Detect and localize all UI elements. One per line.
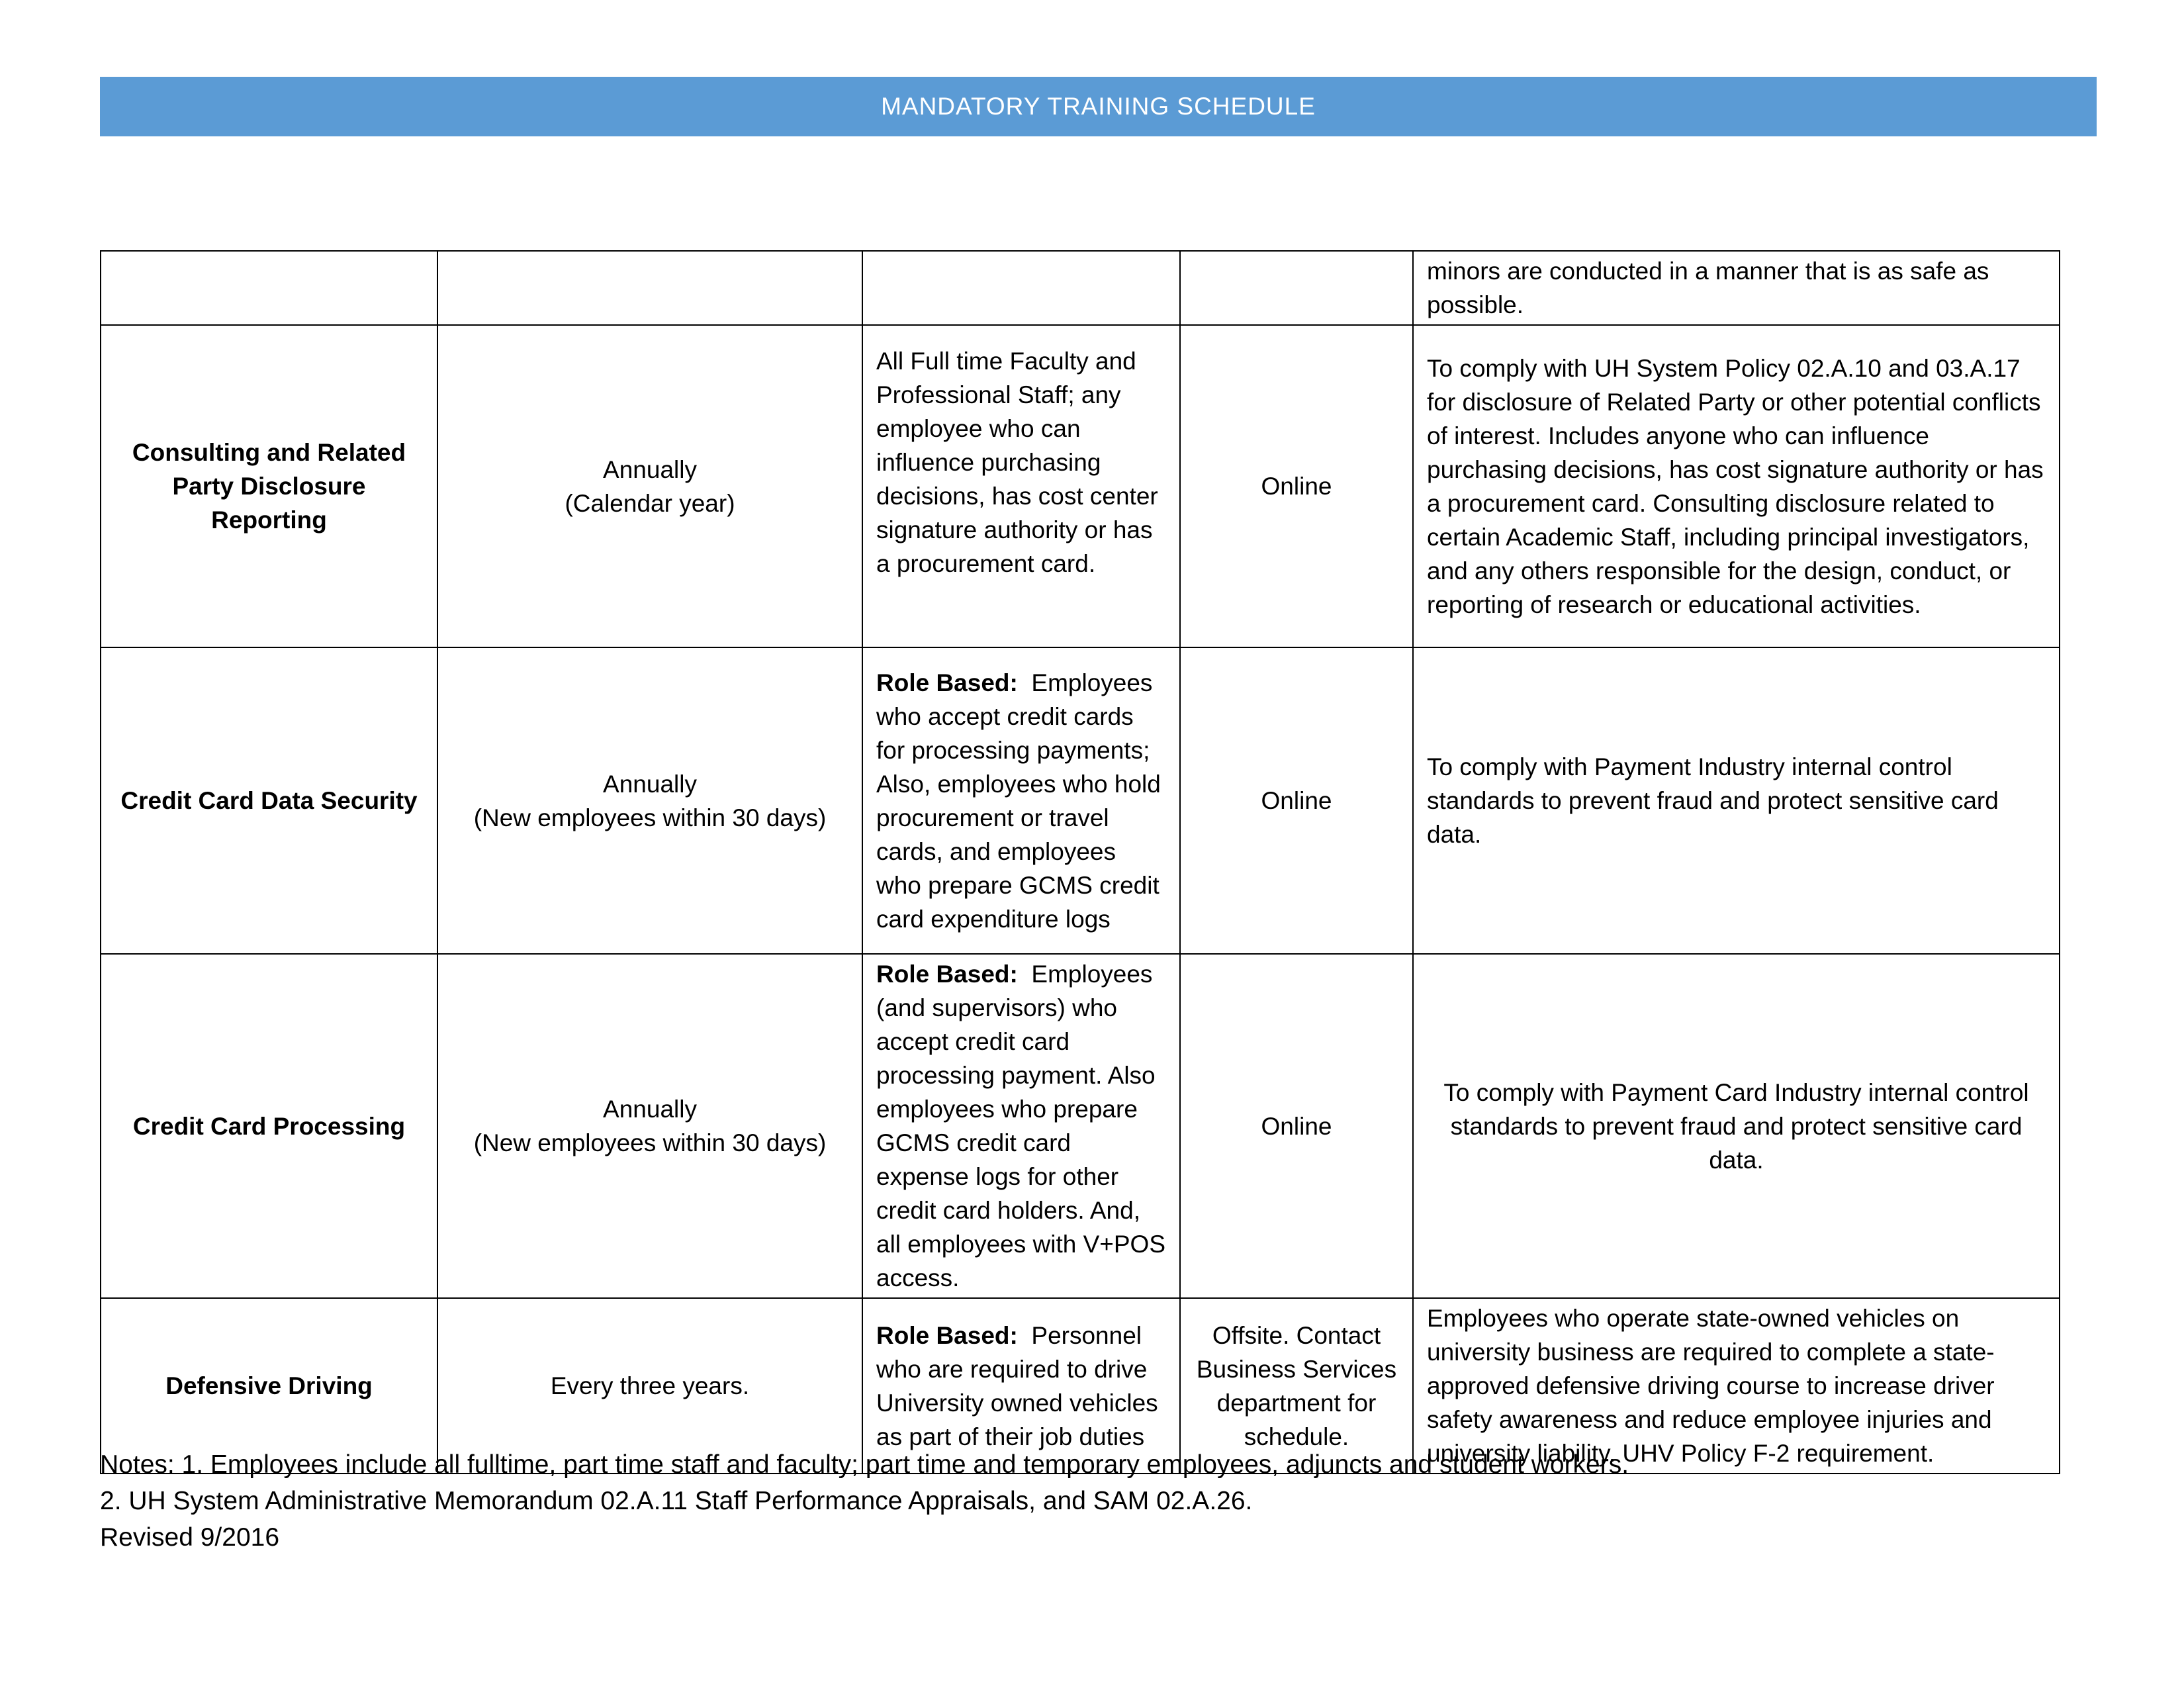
- frequency-text: Every three years.: [550, 1372, 750, 1399]
- note-line-2: 2. UH System Administrative Memorandum 02.A.11 Staff Performance Appraisals, and SAM 02.A.26.: [100, 1487, 1253, 1515]
- frequency-text: Annually: [603, 1096, 697, 1123]
- frequency-note: (New employees within 30 days): [473, 1129, 827, 1156]
- delivery-cell: Online: [1180, 325, 1413, 647]
- training-name-cell: Credit Card Processing: [101, 954, 437, 1298]
- frequency-text: Annually: [603, 770, 697, 798]
- purpose-cell: To comply with Payment Card Industry internal control standards to prevent fraud and protect sensitive card data.: [1413, 954, 2060, 1298]
- page-title-banner: [100, 77, 2097, 136]
- frequency-text: Annually: [603, 455, 697, 483]
- training-schedule-table: [100, 250, 2060, 1474]
- purpose-cell: Employees who operate state-owned vehicles on university business are required to complete a state-approved defensive driving course to increase driver safety awareness and reduce employee injuries and university liability. UHV Policy F-2 requirement.: [1413, 1298, 2060, 1474]
- audience-cell: [862, 325, 1180, 647]
- frequency-note: (New employees within 30 days): [473, 804, 827, 831]
- purpose-cell: minors are conducted in a manner that is as safe as possible.: [1413, 251, 2060, 325]
- training-name-cell: Credit Card Data Security: [101, 647, 437, 954]
- purpose-cell: To comply with UH System Policy 02.A.10 and 03.A.17 for disclosure of Related Party or other potential conflicts of interest. Includes anyone who can influence purchasing decisions, has cost signature authority or has a procurement card. Consulting disclosure related to certain Academic Staff, including principal investigators, and any others responsible for the design, conduct, or reporting of research or educational activities.: [1413, 325, 2060, 647]
- notes-section: [100, 1446, 2085, 1556]
- role-based-label: Role Based:: [876, 961, 1018, 988]
- role-based-label: Role Based:: [876, 669, 1018, 696]
- audience-text: All Full time Faculty and Professional Staff; any employee who can influence purchasing decisions, has cost center signature authority or has a procurement card.: [876, 348, 1158, 577]
- frequency-cell: [437, 954, 862, 1298]
- table-row: [101, 954, 2060, 1298]
- role-based-label: Role Based:: [876, 1321, 1018, 1349]
- training-name-cell: Consulting and Related Party Disclosure Reporting: [101, 325, 437, 647]
- audience-cell: [862, 647, 1180, 954]
- page-title: MANDATORY TRAINING SCHEDULE: [881, 93, 1316, 120]
- audience-text: Employees (and supervisors) who accept credit card processing payment. Also employees who prepare GCMS credit card expense logs for other credit card holders. And, all employees with V+POS access.: [876, 961, 1166, 1291]
- empty-cell: [1180, 251, 1413, 325]
- frequency-note: (Calendar year): [565, 489, 735, 517]
- empty-cell: [101, 251, 437, 325]
- table-row: [101, 647, 2060, 954]
- audience-text: Personnel who are required to drive University owned vehicles as part of their job duties: [876, 1321, 1158, 1450]
- note-line-1: Notes: 1. Employees include all fulltime, part time staff and faculty; part time and temporary employees, adjuncts and student workers.: [100, 1450, 1629, 1479]
- training-name-cell: Defensive Driving: [101, 1298, 437, 1474]
- delivery-cell: Online: [1180, 647, 1413, 954]
- purpose-cell: To comply with Payment Industry internal control standards to prevent fraud and protect sensitive card data.: [1413, 647, 2060, 954]
- table-row-continuation: [101, 251, 2060, 325]
- empty-cell: [437, 251, 862, 325]
- frequency-cell: [437, 647, 862, 954]
- frequency-cell: [437, 325, 862, 647]
- delivery-cell: Offsite. Contact Business Services department for schedule.: [1180, 1298, 1413, 1474]
- table-row: [101, 325, 2060, 647]
- delivery-cell: Online: [1180, 954, 1413, 1298]
- empty-cell: [862, 251, 1180, 325]
- audience-text: Employees who accept credit cards for processing payments; Also, employees who hold procurement or travel cards, and employees who prepare GCMS credit card expenditure logs: [876, 669, 1161, 933]
- revised-date: Revised 9/2016: [100, 1523, 280, 1552]
- audience-cell: [862, 954, 1180, 1298]
